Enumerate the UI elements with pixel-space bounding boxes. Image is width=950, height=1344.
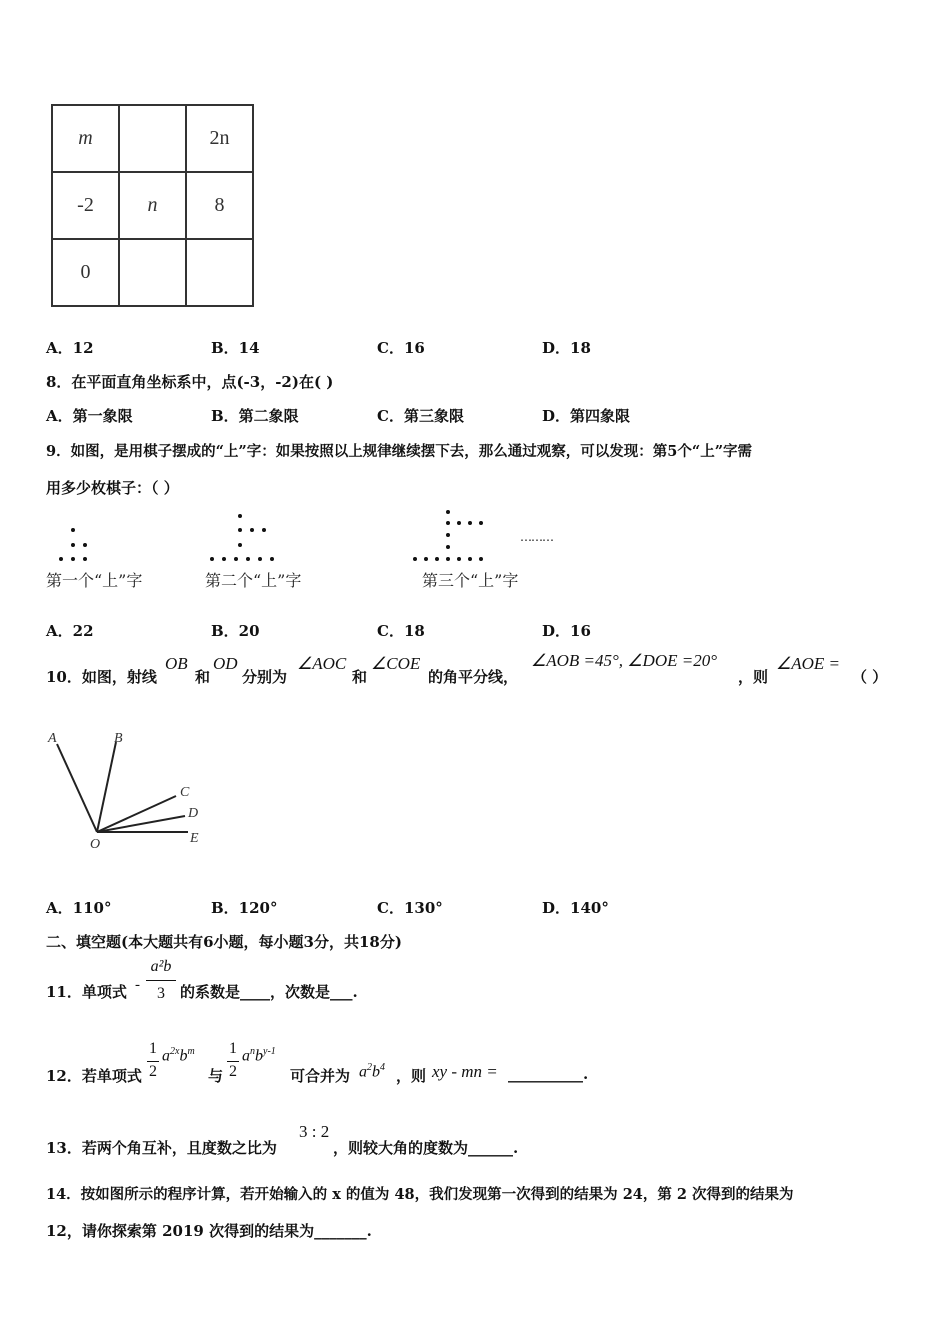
q12-blank: __________.	[508, 1065, 589, 1083]
q9-stem-line2: 用多少枚棋子：（ ）	[46, 479, 179, 497]
figure-caption-1: 第一个“上”字	[46, 571, 143, 590]
q10-and-1: 和	[195, 668, 211, 686]
q10-option-a: A．110°	[46, 899, 112, 917]
q11-numerator: a²b	[150, 958, 172, 975]
q13-stem: 13．若两个角互补，且度数之比为	[46, 1139, 277, 1157]
grid-cell: 8	[186, 172, 253, 239]
q7-option-d: D．18	[542, 339, 591, 357]
q8-option-c: C．第三象限	[377, 407, 464, 425]
q11-fraction-bar	[146, 980, 176, 981]
q13-ratio: 3 : 2	[299, 1122, 330, 1141]
q10-and-2: 和	[352, 668, 368, 686]
q10-then: ，则	[738, 668, 769, 686]
q10-option-d: D．140°	[542, 899, 609, 917]
label-d: D	[188, 806, 199, 821]
angle-condition: ∠AOB =45°, ∠DOE =20°	[531, 651, 718, 670]
grid-cell	[186, 239, 253, 306]
q10-option-c: C．130°	[377, 899, 443, 917]
q9-option-c: C．18	[377, 622, 425, 640]
q8-option-a: A．第一象限	[46, 407, 133, 425]
q8-stem: 8．在平面直角坐标系中，点(-3，-2)在( )	[46, 373, 334, 391]
ray-ob: OB	[165, 654, 188, 673]
ray-oc	[97, 796, 176, 832]
grid-cell: -2	[52, 172, 119, 239]
q12-number: 12．若单项式	[46, 1067, 142, 1085]
label-b: B	[114, 731, 123, 746]
q10-bisector-text: 的角平分线，	[428, 668, 519, 686]
q10-answer-paren: （ ）	[852, 668, 888, 686]
rays-diagram	[40, 724, 220, 854]
figure-caption-3: 第三个“上”字	[422, 571, 519, 590]
ray-oa	[57, 744, 97, 832]
q7-option-c: C．16	[377, 339, 425, 357]
angle-coe: ∠COE	[371, 654, 421, 673]
figure-caption-2: 第二个“上”字	[205, 571, 302, 590]
q11-denominator: 3	[157, 985, 165, 1002]
q12-then: ，则	[396, 1067, 427, 1085]
q7-option-a: A．12	[46, 339, 94, 357]
q10-option-b: B．120°	[211, 899, 278, 917]
q10-respectively: 分别为	[242, 668, 288, 686]
grid-cell	[119, 105, 186, 172]
label-c: C	[180, 785, 190, 800]
q12-merge-text: 可合并为	[290, 1067, 351, 1085]
q14-line1: 14．按如图所示的程序计算，若开始输入的 x 的值为 48，我们发现第一次得到的结果为 24，第 2 次得到的结果为	[46, 1186, 794, 1203]
q12-expression: xy - mn =	[432, 1062, 498, 1081]
q10-number: 10．如图，射线	[46, 668, 157, 686]
ray-ob-line	[97, 742, 116, 832]
q13-tail: ，则较大角的度数为______.	[333, 1139, 519, 1157]
grid-cell: n	[119, 172, 186, 239]
q12-term1: $a^{2x}b^m$	[162, 1046, 195, 1065]
q12-merged-term: $a^2b^4$	[359, 1062, 385, 1081]
q12-frac1-bar	[147, 1061, 159, 1062]
q12-frac2-bar	[227, 1061, 239, 1062]
continuation-ellipsis: ………	[520, 530, 553, 544]
label-o: O	[90, 837, 101, 852]
ray-od: OD	[213, 654, 238, 673]
q9-option-d: D．16	[542, 622, 591, 640]
grid-cell: 0	[52, 239, 119, 306]
q8-option-d: D．第四象限	[542, 407, 631, 425]
q11-number: 11．单项式	[46, 983, 127, 1001]
label-e: E	[190, 831, 199, 846]
q7-option-b: B．14	[211, 339, 260, 357]
q11-tail: 的系数是____，次数是___.	[180, 983, 358, 1001]
angle-aoc: ∠AOC	[297, 654, 347, 673]
q11-minus: -	[135, 977, 140, 993]
angle-aoe: ∠AOE =	[776, 654, 841, 673]
q8-option-b: B．第二象限	[211, 407, 299, 425]
grid-cell: m	[52, 105, 119, 172]
q12-term2: $a^nb^{y-1}$	[242, 1046, 276, 1065]
grid-cell	[119, 239, 186, 306]
section-2-heading: 二、填空题(本大题共有6小题，每小题3分，共18分)	[46, 933, 402, 951]
q12-frac2-den: 2	[229, 1063, 237, 1080]
label-a: A	[48, 731, 57, 746]
q9-stem-line1: 9．如图，是用棋子摆成的“上”字：如果按照以上规律继续摆下去，那么通过观察，可以发现：第5个“上”字需	[46, 443, 753, 460]
q12-frac1-den: 2	[149, 1063, 157, 1080]
q12-frac1-num: 1	[149, 1040, 157, 1057]
q14-line2: 12，请你探索第 2019 次得到的结果为_______.	[46, 1222, 372, 1240]
number-grid	[51, 104, 254, 307]
q9-option-b: B．20	[211, 622, 260, 640]
grid-cell: 2n	[186, 105, 253, 172]
q9-option-a: A．22	[46, 622, 94, 640]
ray-od-line	[97, 816, 185, 832]
q12-frac2-num: 1	[229, 1040, 237, 1057]
q12-and: 与	[208, 1067, 224, 1085]
